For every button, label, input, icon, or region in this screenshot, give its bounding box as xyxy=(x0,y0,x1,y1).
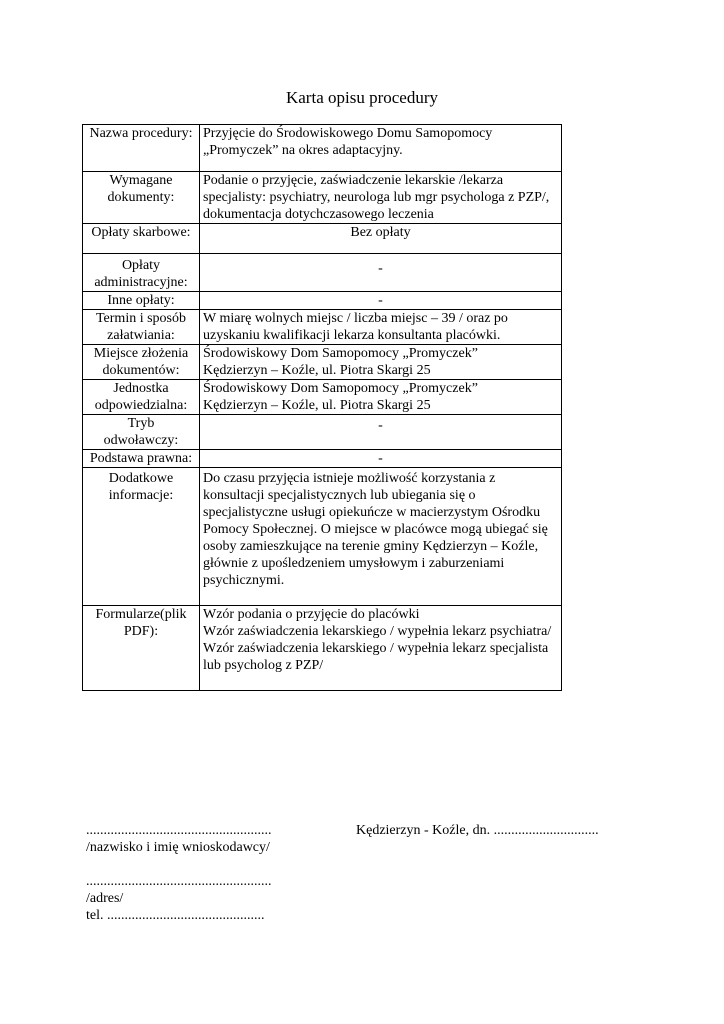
row-value-formularze: Wzór podania o przyjęcie do placówki Wzór zaświadczenia lekarskiego / wypełnia lekarz psychiatra/ Wzór zaświadczenia lekarskiego / wypełnia lekarz specjalista lub psycholog z PZP/ xyxy=(200,606,562,691)
row-value-dodatkowe: Do czasu przyjęcia istnieje możliwość korzystania z konsultacji specjalistycznych lub ubiegania się o specjalistyczne usługi opiekuńcze w macierzystym Ośrodku Pomocy Społecznej. O miejsce w placówce mogą ubiegać się osoby zamieszkujące na terenie gminy Kędzierzyn – Koźle, głównie z upośledzeniem umysłowym i zaburzeniami psychicznymi. xyxy=(200,468,562,606)
row-label-inne: Inne opłaty: xyxy=(83,292,200,310)
table-row xyxy=(83,125,562,172)
row-label-formularze: Formularze(plik PDF): xyxy=(83,606,200,691)
row-value-podstawa: - xyxy=(200,450,562,468)
row-label-podstawa: Podstawa prawna: xyxy=(83,450,200,468)
row-value-skarbowe: Bez opłaty xyxy=(200,224,562,254)
table-row xyxy=(83,224,562,254)
table-row xyxy=(83,450,562,468)
table-row xyxy=(83,380,562,415)
row-value-miejsce: Środowiskowy Dom Samopomocy „Promyczek” Kędzierzyn – Koźle, ul. Piotra Skargi 25 xyxy=(200,345,562,380)
row-label-dodatkowe: Dodatkowe informacje: xyxy=(83,468,200,606)
tel-line: tel. ............................................. xyxy=(86,908,265,923)
name-caption: /nazwisko i imię wnioskodawcy/ xyxy=(86,840,270,855)
table-row xyxy=(83,292,562,310)
address-caption: /adres/ xyxy=(86,891,124,906)
row-label-miejsce: Miejsce złożenia dokumentów: xyxy=(83,345,200,380)
row-value-jednostka: Środowiskowy Dom Samopomocy „Promyczek” Kędzierzyn – Koźle, ul. Piotra Skargi 25 xyxy=(200,380,562,415)
page-title: Karta opisu procedury xyxy=(285,88,438,107)
row-label-jednostka: Jednostka odpowiedzialna: xyxy=(83,380,200,415)
row-label-termin: Termin i sposób załatwiania: xyxy=(83,310,200,345)
table-row xyxy=(83,172,562,224)
row-value-termin: W miarę wolnych miejsc / liczba miejsc – 39 / oraz po uzyskaniu kwalifikacji lekarza konsultanta placówki. xyxy=(200,310,562,345)
table-row xyxy=(83,468,562,606)
row-label-dokumenty: Wymagane dokumenty: xyxy=(83,172,200,224)
row-value-inne: - xyxy=(200,292,562,310)
name-signature-line: ..................................................... xyxy=(86,823,272,838)
table-row xyxy=(83,606,562,691)
row-label-nazwa: Nazwa procedury: xyxy=(83,125,200,172)
procedure-table xyxy=(82,124,562,691)
table-row xyxy=(83,254,562,292)
row-value-administracyjne: - xyxy=(200,254,562,292)
row-label-tryb: Tryb odwoławczy: xyxy=(83,415,200,450)
place-date-line: Kędzierzyn - Koźle, dn. .............................. xyxy=(356,823,599,838)
table-row xyxy=(83,310,562,345)
row-value-tryb: - xyxy=(200,415,562,450)
table-row xyxy=(83,415,562,450)
row-value-dokumenty: Podanie o przyjęcie, zaświadczenie lekarskie /lekarza specjalisty: psychiatry, neurologa lub mgr psychologa z PZP/, dokumentacja dotychczasowego leczenia xyxy=(200,172,562,224)
row-label-skarbowe: Opłaty skarbowe: xyxy=(83,224,200,254)
row-label-administracyjne: Opłaty administracyjne: xyxy=(83,254,200,292)
address-line: ..................................................... xyxy=(86,874,272,889)
table-row xyxy=(83,345,562,380)
row-value-nazwa: Przyjęcie do Środowiskowego Domu Samopomocy „Promyczek” na okres adaptacyjny. xyxy=(200,125,562,172)
